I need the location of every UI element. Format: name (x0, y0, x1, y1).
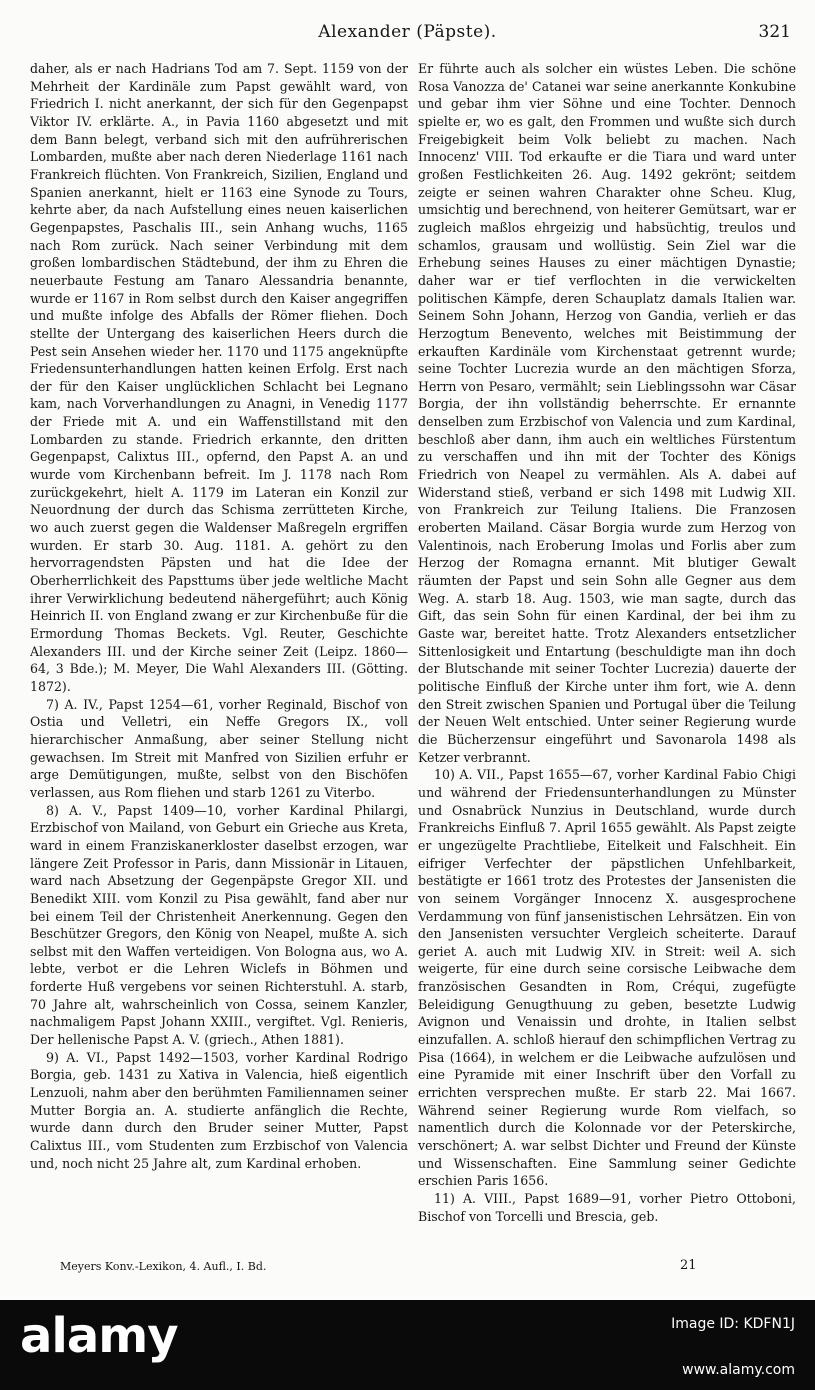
entry-6-continuation: daher, als er nach Hadrians Tod am 7. Sept. 1159 von der Mehrheit der Kardinäle zum Papst gewählt ward, von Friedrich I. nicht anerkannt, der sich für den Gegenpapst Viktor IV. erklärte. A., in Pavia 1160 abgesetzt und mit dem Bann belegt, verband sich mit den aufrührerischen Lombarden, mußte aber nach deren Niederlage 1161 nach Frankreich flüchten. Von Frankreich, Sizilien, England und Spanien anerkannt, hielt er 1163 eine Synode zu Tours, kehrte aber, da nach Aufstellung eines neuen kaiserlichen Gegenpapstes, Paschalis III., sein Anhang wuchs, 1165 nach Rom zurück. Nach seiner Verbindung mit dem großen lombardischen Städtebund, der ihm zu Ehren die neuerbaute Festung am Tanaro Alessandria benannte, wurde er 1167 in Rom selbst durch den Kaiser angegriffen und mußte infolge des Abfalls der Römer fliehen. Doch stellte der Untergang des kaiserlichen Heers durch die Pest sein Ansehen wieder her. 1170 und 1175 angeknüpfte Friedensunterhandlungen hatten keinen Erfolg. Erst nach der für den Kaiser unglücklichen Schlacht bei Legnano kam, nach Vorverhandlungen zu Anagni, in Venedig 1177 der Friede mit A. und ein Waffenstillstand mit den Lombarden zu stande. Friedrich erkannte, den dritten Gegenpapst, Calixtus III., opfernd, den Papst A. an und wurde vom Kirchenbann befreit. Im J. 1178 nach Rom zurückgekehrt, hielt A. 1179 im Lateran ein Konzil zur Neuordnung der durch das Schisma zerrütteten Kirche, wo auch zuerst gegen die Waldenser Maßregeln ergriffen wurden. Er starb 30. Aug. 1181. A. gehört zu den hervorragendsten Päpsten und hat die Idee der Oberherrlichkeit des Papsttums über jede weltliche Macht ihrer Verwirklichung bedeutend nähergeführt; auch König Heinrich II. von England zwang er zur Kirchenbuße für die Ermordung Thomas Beckets. Vgl. Reuter, Geschichte Alexanders III. und der Kirche seiner Zeit (Leipz. 1860—64, 3 Bde.); M. Meyer, Die Wahl Alexanders III. (Götting. 1872). (30, 61, 408, 694)
entry-9-alexander-vi: 9) A. VI., Papst 1492—1503, vorher Kardinal Rodrigo Borgia, geb. 1431 zu Xativa in Valencia, hieß eigentlich Lenzuoli, nahm aber den berühmten Familiennamen seiner Mutter Borgia an. A. studierte anfänglich die Rechte, wurde dann durch den Bruder seiner Mutter, Papst Calixtus III., vom Studenten zum Erzbischof von Valencia und, noch nicht 25 Jahre alt, zum Kardinal erhoben. (30, 1049, 408, 1171)
entry-10-alexander-vii: 10) A. VII., Papst 1655—67, vorher Kardinal Fabio Chigi und während der Friedensunterhandlungen zu Münster und Osnabrück Nunzius in Deutschland, wurde durch Frankreichs Einfluß 7. April 1655 gewählt. Als Papst zeigte er ungezügelte Prachtliebe, Eitelkeit und Falschheit. Ein eifriger Verfechter der päpstlichen Unfehlbarkeit, bestätigte er 1661 trotz des Protestes der Jansenisten die von seinem Vorgänger Innocenz X. ausgesprochene Verdammung von fünf jansenistischen Lehrsätzen. Ein von den Jansenisten versuchter Vergleich scheiterte. Darauf geriet A. auch mit Ludwig XIV. in Streit: weil A. sich weigerte, für eine durch seine corsische Leibwache dem französischen Gesandten in Rom, Créqui, zugefügte Beleidigung Genugthuung zu geben, besetzte Ludwig Avignon und Venaissin und drohte, in Italien selbst einzufallen. A. schloß hierauf den schimpflichen Vertrag zu Pisa (1664), in welchem er die Leibwache aufzulösen und eine Pyramide mit einer Inschrift über den Vorfall zu errichten versprechen mußte. Er starb 22. Mai 1667. Während seiner Regierung wurde Rom vielfach, so namentlich durch die Kolonnade vor der Peterskirche, verschönert; A. war selbst Dichter und Freund der Künste und Wissenschaften. Eine Sammlung seiner Gedichte erschien Paris 1656. (418, 767, 796, 1189)
running-header (0, 22, 815, 46)
entry-9-continuation: Er führte auch als solcher ein wüstes Leben. Die schöne Rosa Vanozza de' Catanei war seine anerkannte Konkubine und gebar ihm vier Söhne und eine Tochter. Dennoch spielte er, wo es galt, den Frommen und wußte sich durch Freigebigkeit beim Volk beliebt zu machen. Nach Innocenz' VIII. Tod erkaufte er die Tiara und ward unter großen Festlichkeiten 26. Aug. 1492 gekrönt; seitdem zeigte er seinen wahren Charakter ohne Scheu. Klug, umsichtig und berechnend, von heiterer Gemütsart, war er zugleich maßlos ehrgeizig und habsüchtig, treulos und schamlos, grausam und wollüstig. Sein Ziel war die Erhebung seines Hauses zu einer mächtigen Dynastie; daher war er tief verflochten in die verwickelten politischen Kämpfe, deren Schauplatz damals Italien war. Seinem Sohn Johann, Herzog von Gandia, verlieh er das Herzogtum Benevento, welches mit Beistimmung der erkauften Kardinäle vom Kirchenstaat getrennt wurde; seine Tochter Lucrezia wurde an den mächtigen Sforza, Herrn von Pesaro, vermählt; sein Lieblingssohn war Cäsar Borgia, der ihn vollständig beherrschte. Er ernannte denselben zum Erzbischof von Valencia und zum Kardinal, beschloß aber dann, ihm auch ein weltliches Fürstentum zu verschaffen und ihn mit der Tochter des Königs Friedrich von Neapel zu vermählen. Als A. dabei auf Widerstand stieß, verband er sich 1498 mit Ludwig XII. von Frankreich zur Teilung Italiens. Die Franzosen eroberten Mailand. Cäsar Borgia wurde zum Herzog von Valentinois, nach Eroberung Imolas und Forlis aber zum Herzog der Romagna ernannt. Mit blutiger Gewalt räumten der Papst und sein Sohn alle Gegner aus dem Weg. A. starb 18. Aug. 1503, wie man sagte, durch das Gift, das sein Sohn für einen Kardinal, der bei ihm zu Gaste war, bereitet hatte. Trotz Alexanders entsetzlicher Sittenlosigkeit und Entartung (beschuldigte man ihn doch der Blutschande mit seiner Tochter Lucrezia) dauerte der politische Einfluß der Kirche unter ihm fort, wie A. denn den Streit zwischen Spanien und Portugal über die Teilung der Neuen Welt entschied. Unter seiner Regierung wurde die Bücherzensur eingeführt und Savonarola 1498 als Ketzer verbrannt. (418, 61, 796, 765)
entry-11-alexander-viii: 11) A. VIII., Papst 1689—91, vorher Pietro Ottoboni, Bischof von Torcelli und Brescia, geb. (418, 1191, 796, 1224)
footer-signature: 21 (680, 1258, 697, 1273)
page-number: 321 (758, 22, 791, 42)
footer-imprint: Meyers Konv.-Lexikon, 4. Aufl., I. Bd. (60, 1260, 267, 1273)
entry-8-alexander-v: 8) A. V., Papst 1409—10, vorher Kardinal Philargi, Erzbischof von Mailand, von Geburt ein Grieche aus Kreta, ward in einem Franziskanerkloster daselbst erzogen, war längere Zeit Professor in Paris, dann Missionär in Litauen, ward nach Absetzung der Gegenpäpste Gregor XII. und Benedikt XIII. vom Konzil zu Pisa gewählt, fand aber nur bei einem Teil der Christenheit Anerkennung. Gegen den Beschützer Gregors, den König von Neapel, mußte A. sich selbst mit den Waffen verteidigen. Von Bologna aus, wo A. lebte, verbot er die Lehren Wiclefs in Böhmen und forderte Huß vergebens vor seinen Richterstuhl. A. starb, 70 Jahre alt, wahrscheinlich von Cossa, seinem Kanzler, nachmaligem Papst Johann XXIII., vergiftet. Vgl. Renieris, Der hellenische Papst A. V. (griech., Athen 1881). (30, 802, 408, 1048)
left-column (30, 60, 408, 1255)
stock-image-info (671, 1316, 795, 1378)
stock-watermark-bar (0, 1300, 815, 1390)
running-head-title: Alexander (Päpste). (318, 22, 497, 42)
right-column (418, 60, 796, 1255)
entry-7-alexander-iv: 7) A. IV., Papst 1254—61, vorher Reginald, Bischof von Ostia und Velletri, ein Neffe Gregors IX., voll hierarchischer Anmaßung, aber seiner Stellung nicht gewachsen. Im Streit mit Manfred von Sizilien erfuhr er arge Demütigungen, mußte, selbst von den Bischöfen verlassen, aus Rom fliehen und starb 1261 zu Viterbo. (30, 696, 408, 800)
stock-url: www.alamy.com (682, 1362, 795, 1378)
stock-image-id: Image ID: KDFN1J (671, 1316, 795, 1332)
alamy-logo: alamy (20, 1308, 178, 1364)
